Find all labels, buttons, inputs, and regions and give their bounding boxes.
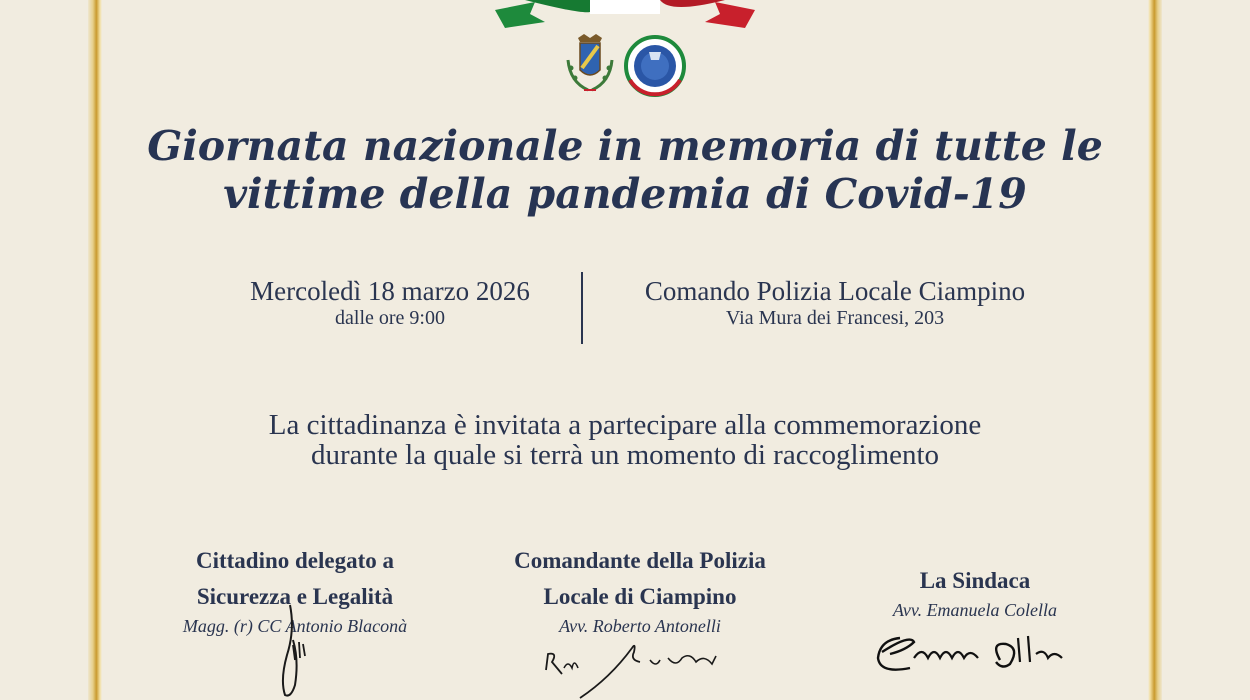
gold-frame-left [88,0,102,700]
police-badge-icon [626,37,684,95]
role-line-1: La Sindaca [919,568,1031,593]
invitation-text [120,410,1130,470]
signatory-role [470,543,810,615]
emblems-group [560,30,690,100]
title-line-1: Giornata nazionale in memoria di tutte le [147,122,1103,170]
role-line-1: Cittadino delegato a [195,548,395,573]
invitation-line-2: durante la quale si terrà un momento di raccoglimento [310,439,940,471]
role-line-2: Sicurezza e Legalità [196,584,394,609]
signatory-police-commander [470,543,810,637]
handwritten-signature-2 [540,638,740,700]
event-time: dalle ore 9:00 [335,307,445,329]
signatory-role [850,563,1100,599]
event-venue: Comando Polizia Locale Ciampino [644,276,1026,306]
gold-frame-right [1148,0,1162,700]
coat-of-arms-icon [568,34,612,90]
role-line-2: Locale di Ciampino [543,584,737,609]
signatory-name: Avv. Emanuela Colella [892,600,1058,620]
signatory-name: Avv. Roberto Antonelli [559,616,721,636]
event-address: Via Mura dei Francesi, 203 [725,307,945,329]
invitation-line-1: La cittadinanza è invitata a partecipare alla commemorazione [268,409,982,441]
event-datetime [200,276,580,330]
page-title [120,122,1130,218]
title-line-2: vittime della pandemia di Covid-19 [223,170,1027,218]
handwritten-signature-3 [870,628,1070,680]
signatory-name: Magg. (r) CC Antonio Blaconà [182,616,408,636]
handwritten-signature-1 [265,600,325,700]
signatory-mayor [850,563,1100,621]
role-line-1: Comandante della Polizia [514,548,766,573]
info-divider [581,272,583,344]
event-location [590,276,1080,330]
event-date: Mercoledì 18 marzo 2026 [250,276,530,306]
